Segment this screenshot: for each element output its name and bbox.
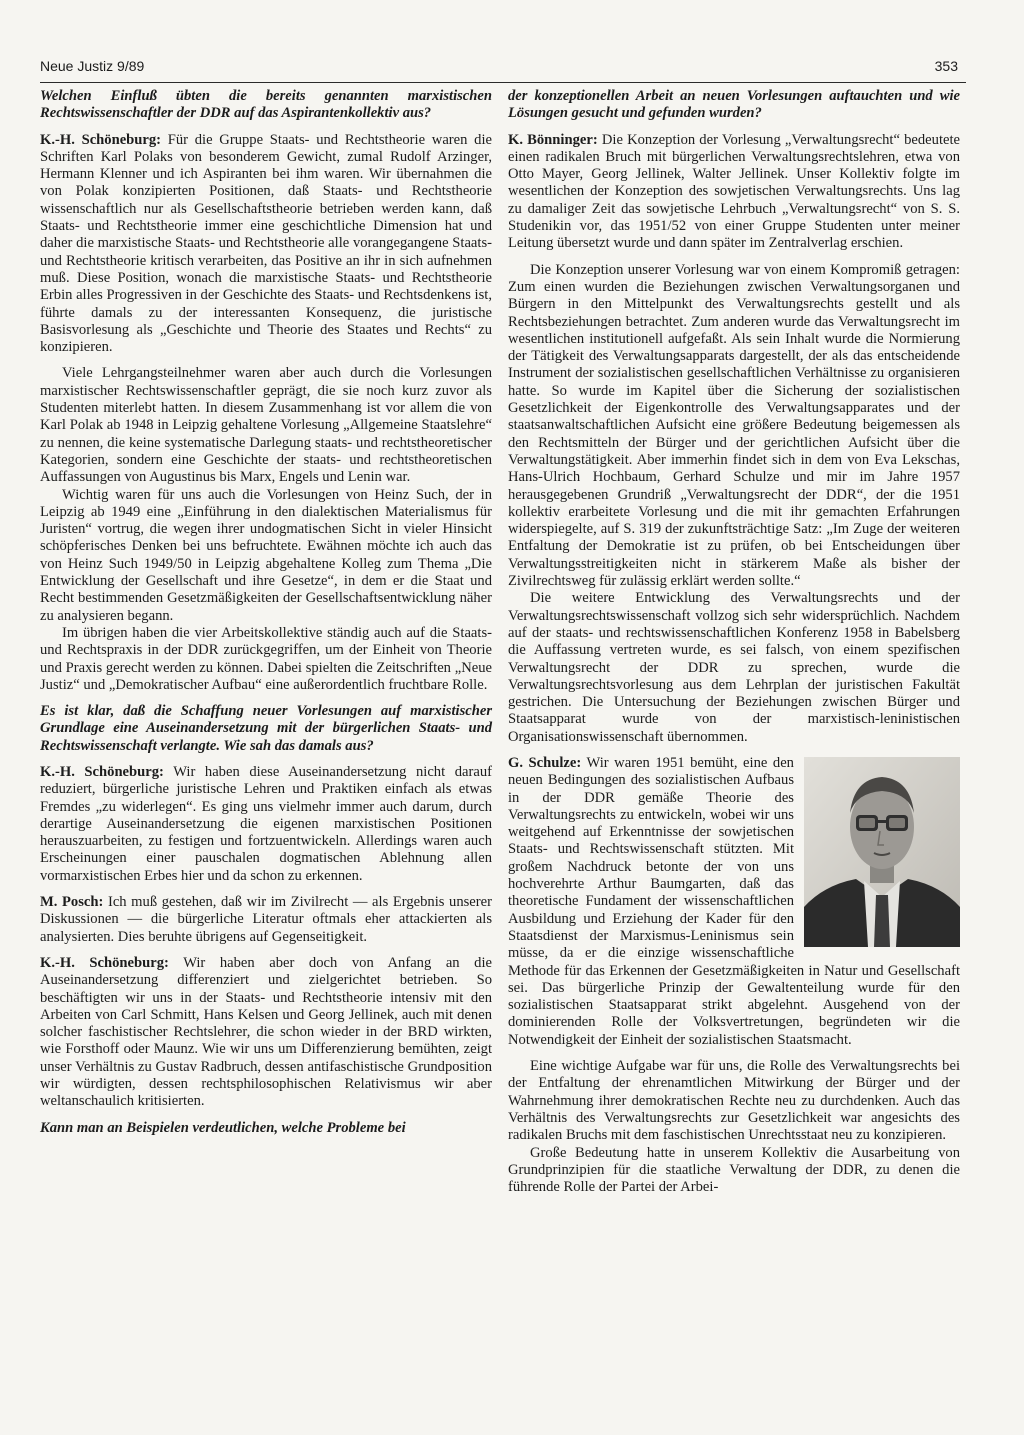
page-number: 353: [934, 58, 958, 74]
paragraph: Wichtig waren für uns auch die Vorlesungen von Heinz Such, der in Leipzig ab 1949 eine „Einführung in den dialektischen Materialismus für Juristen“ vortrug, die wegen ihrer undogmatischen Sicht in vieler Hinsicht schöpferisches Denken bei uns befruchtete. Ewähnen möchte ich auch das von Heinz Such 1949/50 in Leipzig abgehaltene Kolleg zum Thema „Die Entwicklung der Gesellschaft und ihre Gesetze“, in dem er die Staat und Recht bestimmenden Gesetzmäßigkeiten der Gesellschaftsentwicklung näher zu analysieren begann.: [40, 486, 492, 624]
paragraph: Eine wichtige Aufgabe war für uns, die Rolle des Verwaltungsrechts bei der Entfaltung der ehrenamtlichen Mitwirkung der Bürger und der Wahrnehmung ihrer demokratischen Rechte neu zu durchdenken. Auch das Verhältnis des Verwaltungsrechts zur Gesetzlichkeit war angesichts des radikalen Bruchs mit dem faschistischen Unrechtsstaat neu zu konzipieren.: [508, 1058, 960, 1144]
answer-text: Ich muß gestehen, daß wir im Zivilrecht — als Ergebnis unserer Diskussionen — die bürgerliche Literatur oftmals eher attackierten als analysierten. Dies beruhte übrigens auf Gegenseitigkeit.: [40, 894, 492, 945]
answer-3: [40, 894, 492, 946]
paragraph: Im übrigen haben die vier Arbeitskollektive ständig auch auf die Staats- und Rechtspraxis in der DDR zurückgegriffen, um der Einheit von Theorie und Praxis gerecht werden zu können. Dabei spielten die Zeitschriften „Neue Justiz“ und „Demokratischer Aufbau“ eine außerordentlich fruchtbare Rolle.: [40, 624, 492, 693]
paragraph: Die weitere Entwicklung des Verwaltungsrechts und der Verwaltungsrechtswissenschaft vollzog sich sehr widersprüchlich. Nachdem auf der staats- und rechtswissenschaftlichen Konferenz 1958 in Babelsberg die Auffassung vertreten wurde, es sei falsch, von einem spezifischen Verwaltungsrecht der DDR zu sprechen, wurde die Verwaltungsrechtsvorlesung aus dem Lehrplan der juristischen Fakultät gestrichen. Die Untersuchung der Beziehungen zwischen Bürger und Staatsapparat wurde von der marxistisch-leninistischen Organisationswissenschaft übernommen.: [508, 590, 960, 745]
answer-2: [40, 764, 492, 885]
paragraph: Viele Lehrgangsteilnehmer waren aber auch durch die Vorlesungen marxistischer Rechtswissenschaftler geprägt, die sie noch kurz zuvor als Studenten miterlebt hatten. In diesem Zusammenhang ist vor allem die von Karl Polak ab 1948 in Leipzig gehaltene Vorlesung „Allgemeine Staatslehre“ zu nennen, die keine systematische Darlegung staats- und rechtstheoretischer Kategorien, sondern eine Geschichte der staats- und rechtstheoretischen Auffassungen von Augustinus bis Marx, Engels und Lenin war.: [40, 365, 492, 486]
question-2: Es ist klar, daß die Schaffung neuer Vorlesungen auf marxistischer Grundlage eine Auseinandersetzung mit der bürgerlichen Staats- und Rechtswissenschaft verlangte. Wie sah das damals aus?: [40, 703, 492, 754]
speaker-label: K. Bönninger:: [508, 131, 598, 148]
portrait-image: [804, 757, 960, 947]
speaker-label: K.-H. Schöneburg:: [40, 763, 164, 780]
speaker-label: K.-H. Schöneburg:: [40, 954, 169, 971]
answer-text: Wir haben diese Auseinandersetzung nicht darauf reduziert, bürgerliche juristische Lehren und Praktiken einfach als etwas Fremdes „zu widerlegen“. Es ging uns vielmehr immer auch darum, durch derartige Auseinandersetzung die eigenen marxistischen Positionen herauszuarbeiten, zu festigen und fortzuentwickeln. Allerdings waren auch Erscheinungen einer pauschalen dogmatischen Ablehnung allen vormarxistischen Erbes hier und da schon zu erkennen.: [40, 763, 492, 884]
right-column: [508, 88, 960, 1196]
answer-text: Wir haben aber doch von Anfang an die Auseinandersetzung differenziert und zielgerichtet betrieben. So beschäftigten wir uns in der Staats- und Rechtstheorie intensiv mit den Arbeiten von Carl Schmitt, Hans Kelsen und Georg Jellinek, auch mit denen solcher faschistischer Rechtslehrer, die schon wieder in der BRD wirkten, wie Forsthoff oder Maunz. Wie wir uns um Differenzierung bemühten, zeigt unser Verhältnis zu Gustav Radbruch, dessen antifaschistische Grundposition wir würdigten, dessen rechtsphilosophischen Relativismus wir aber weltanschaulich kritisierten.: [40, 954, 492, 1110]
journal-title: Neue Justiz 9/89: [40, 58, 145, 74]
question-3-end: der konzeptionellen Arbeit an neuen Vorlesungen auftauchten und wie Lösungen gesucht und gefunden wurden?: [508, 88, 960, 122]
question-1: Welchen Einfluß übten die bereits genannten marxistischen Rechtswissenschaftler der DDR auf das Aspirantenkollektiv aus?: [40, 88, 492, 122]
question-3-start: Kann man an Beispielen verdeutlichen, welche Probleme bei: [40, 1119, 406, 1136]
magazine-page: [40, 56, 966, 1426]
speaker-label: K.-H. Schöneburg:: [40, 131, 162, 148]
paragraph: Die Konzeption unserer Vorlesung war von einem Kompromiß getragen: Zum einen wurden die Beziehungen zwischen Verwaltungsorganen und Bürgern in den Mittelpunkt des Verwaltungsrechts gestellt und als Rechtsbeziehungen betrachtet. Zum anderen wurde das Verwaltungsrecht im wesentlichen institutionell aufgefaßt. Als sein Inhalt wurde die Normierung der Tätigkeit des Verwaltungsapparats dargestellt, der als das entscheidende Instrument der sozialistischen gesellschaftlichen Verhältnisse zu organisieren hatte. So wurde im Kapitel über die Sicherung der sozialistischen Gesetzlichkeit der Eigenkontrolle des Verwaltungsapparates und der staatsanwaltschaftlichen Aufsicht eine größere Bedeutung beigemessen als den Rechtsmitteln der Bürger und der gerichtlichen Aufsicht über die Verwaltungstätigkeit. Aber immerhin findet sich in dem von Eva Lekschas, Hans-Ulrich Hochbaum, Gerhard Schulze und mir im Jahre 1957 herausgegebenen Grundriß „Verwaltungsrecht der DDR“, der die 1951 kollektiv erarbeitete Vorlesung und die mit ihr gemachten Erfahrungen widerspiegelte, auf S. 319 der zukunftsträchtige Satz: „Im Zuge der weiteren Entfaltung der Demokratie ist zu prüfen, ob bei Entscheidungen über Verwaltungsstreitigkeiten nicht in stärkerem Maße als bisher der Zivilrechtsweg für zulässig erklärt werden sollte.“: [508, 261, 960, 590]
speaker-label: G. Schulze:: [508, 754, 582, 771]
answer-1: [40, 132, 492, 357]
portrait-photo: [804, 757, 960, 947]
answer-text: Für die Gruppe Staats- und Rechtstheorie waren die Schriften Karl Polaks von besonderem Gewicht, zumal Rudolf Arzinger, Hermann Klenner und ich Aspiranten bei ihm waren. Wir übernahmen die von Polak konzipierten Positionen, daß Staats- und Rechtstheorie wissenschaftlich nur als Gesellschaftstheorie betrieben werden kann, daß Staats- und Rechtstheorie immer eine geschichtliche Dimension hat und daher die marxistische Staats- und Rechtstheorie alle vorangegangene Staats- und Rechtstheorie kritisch verarbeiten, das Positive an ihr in sich aufnehmen muß. Diese Position, wonach die marxistische Staats- und Rechtstheorie Erbin alles Progressiven in der Geschichte des Staats- und Rechtsdenkens ist, führte damals zu der interessanten Konsequenz, die juristische Basisvorlesung als „Geschichte und Theorie des Staates und Rechts“ zu konzipieren.: [40, 131, 492, 356]
page-header: [40, 56, 966, 83]
paragraph: Große Bedeutung hatte in unserem Kollektiv die Ausarbeitung von Grundprinzipien für die staatliche Verwaltung der DDR, zu denen die führende Rolle der Partei der Arbei-: [508, 1144, 960, 1196]
answer-text: Die Konzeption der Vorlesung „Verwaltungsrecht“ bedeutete einen radikalen Bruch mit bürgerlichen Verwaltungsrechtslehren, etwa von Otto Mayer, Georg Jellinek, Walter Jellinek. Unser Kollektiv folgte im wesentlichen der Konzeption des sowjetischen Verwaltungsrechts. Uns lag zu damaliger Zeit das sowjetische Lehrbuch „Verwaltungsrecht“ von S. S. Studenikin vor, das 1951/52 von einer Gruppe Studenten unter meiner Leitung übersetzt wurde und dann später im Zentralverlag erschien.: [508, 131, 961, 252]
left-column: [40, 88, 492, 1137]
speaker-label: M. Posch:: [40, 894, 104, 911]
answer-text: Wir waren 1951 bemüht, eine den neuen Bedingungen des sozialistischen Aufbaus in der DDR gemäße Theorie des Verwaltungsrechts zu entwickeln, wobei wir uns weitgehend auf Erkenntnisse der sowjetischen Staats- und Rechtswissenschaft stützten. Mit großem Nachdruck betonte der von uns hochverehrte Arthur Baumgarten, daß das theoretische Fundament der wissenschaftlichen Ausbildung und Erziehung der Kader für den Staatsdienst der Marxismus-Leninismus sein müsse, da er die einzige wissenschaftliche Methode für das Erkennen der Gesetzmäßigkeiten in Natur und Gesellschaft sei. Das bürgerliche Prinzip der Gewaltenteilung wurde für den sozialistischen Staatsapparat strikt abgelehnt. Ausgehend von der dominierenden Rolle der Volksvertretungen, begründeten wir die Notwendigkeit der Einheit der sozialistischen Staatsmacht.: [508, 754, 960, 1048]
answer-boenninger: [508, 132, 960, 253]
answer-4: [40, 955, 492, 1111]
